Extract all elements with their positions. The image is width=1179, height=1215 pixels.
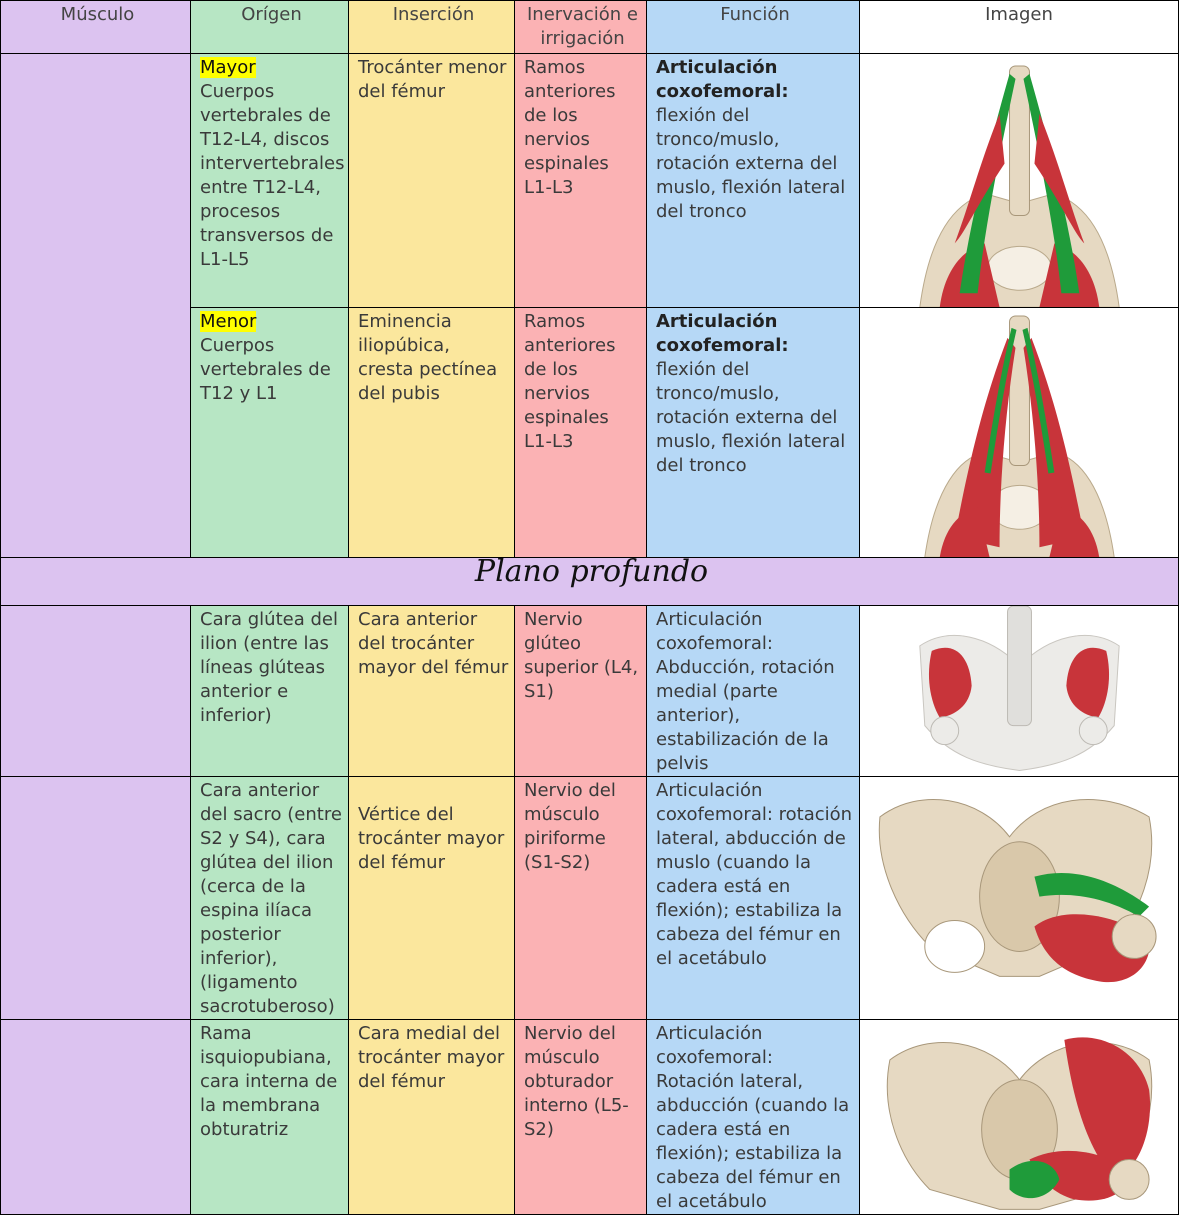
table-row: [1, 1020, 1179, 1215]
origin-cell: Cara anterior del sacro (entre S2 y S4), cara glútea del ilion (cerca de la espina ilíaca posterior inferior), (ligamento sacrotuberoso): [191, 777, 349, 1020]
function-cell: Articulación coxofemoral: Rotación lateral, abducción (cuando la cadera está en flexión); estabiliza la cabeza del fémur en el acetábulo: [647, 1020, 860, 1215]
header-origin: Orígen: [191, 1, 349, 54]
function-cell: Articulación coxofemoral: Abducción, rotación medial (parte anterior), estabilización de la pelvis: [647, 606, 860, 777]
function-cell: [647, 308, 860, 558]
image-cell: [860, 308, 1179, 558]
gluteo-menor-illustration-icon: [860, 606, 1178, 774]
insertion-cell: Vértice del trocánter mayor del fémur: [349, 777, 515, 1020]
origin-cell: [191, 54, 349, 308]
header-image: Imagen: [860, 1, 1179, 54]
piriforme-illustration-icon: [860, 777, 1178, 1017]
insertion-cell: Trocánter menor del fémur: [349, 54, 515, 308]
psoas-mayor-illustration-icon: [860, 54, 1178, 307]
origin-text: Cuerpos vertebrales de T12-L4, discos intervertebrales entre T12-L4, procesos transversos de L1-L5: [200, 81, 345, 270]
function-text: flexión del tronco/muslo, rotación externa del muslo, flexión lateral del tronco: [656, 359, 846, 477]
innervation-cell: Nervio del músculo piriforme (S1-S2): [515, 777, 647, 1020]
table-row: [1, 777, 1179, 1020]
function-text: flexión del tronco/muslo, rotación externa del muslo, flexión lateral del tronco: [656, 105, 846, 222]
image-cell: [860, 606, 1179, 777]
insertion-cell: Cara medial del trocánter mayor del fémur: [349, 1020, 515, 1215]
function-cell: Articulación coxofemoral: rotación lateral, abducción de muslo (cuando la cadera está en flexión); estabiliza la cabeza del fémur en el acetábulo: [647, 777, 860, 1020]
header-row: [1, 1, 1179, 54]
origin-cell: [191, 308, 349, 558]
innervation-cell: Nervio glúteo superior (L4, S1): [515, 606, 647, 777]
origin-cell: Cara glútea del ilion (entre las líneas glúteas anterior e inferior): [191, 606, 349, 777]
muscle-name-cell: [1, 606, 191, 777]
origin-text: Cuerpos vertebrales de T12 y L1: [200, 335, 331, 405]
header-muscle: Músculo: [1, 1, 191, 54]
function-joint: Articulación coxofemoral:: [656, 311, 789, 357]
insertion-cell: Cara anterior del trocánter mayor del fémur: [349, 606, 515, 777]
psoas-menor-illustration-icon: [860, 308, 1178, 557]
image-cell: [860, 1020, 1179, 1215]
table-row: [1, 606, 1179, 777]
image-cell: [860, 777, 1179, 1020]
header-function: Función: [647, 1, 860, 54]
function-joint: Articulación coxofemoral:: [656, 57, 789, 102]
section-row: [1, 558, 1179, 606]
innervation-cell: Nervio del músculo obturador interno (L5-S2): [515, 1020, 647, 1215]
muscle-name-cell: [1, 777, 191, 1020]
origin-tag: Mayor: [200, 57, 256, 78]
innervation-cell: Ramos anteriores de los nervios espinales L1-L3: [515, 54, 647, 308]
obturador-interno-illustration-icon: [860, 1020, 1178, 1213]
origin-tag: Menor: [200, 311, 257, 333]
innervation-cell: Ramos anteriores de los nervios espinales L1-L3: [515, 308, 647, 558]
section-title: Plano profundo: [1, 558, 1179, 606]
header-insertion: Inserción: [349, 1, 515, 54]
table-row: [1, 54, 1179, 308]
muscle-name-cell: [1, 1020, 191, 1215]
function-cell: [647, 54, 860, 308]
image-cell: [860, 54, 1179, 308]
muscle-name-cell: [1, 54, 191, 558]
insertion-cell: Eminencia iliopúbica, cresta pectínea del pubis: [349, 308, 515, 558]
origin-cell: Rama isquiopubiana, cara interna de la membrana obturatriz: [191, 1020, 349, 1215]
header-innervation: Inervación e irrigación: [515, 1, 647, 54]
